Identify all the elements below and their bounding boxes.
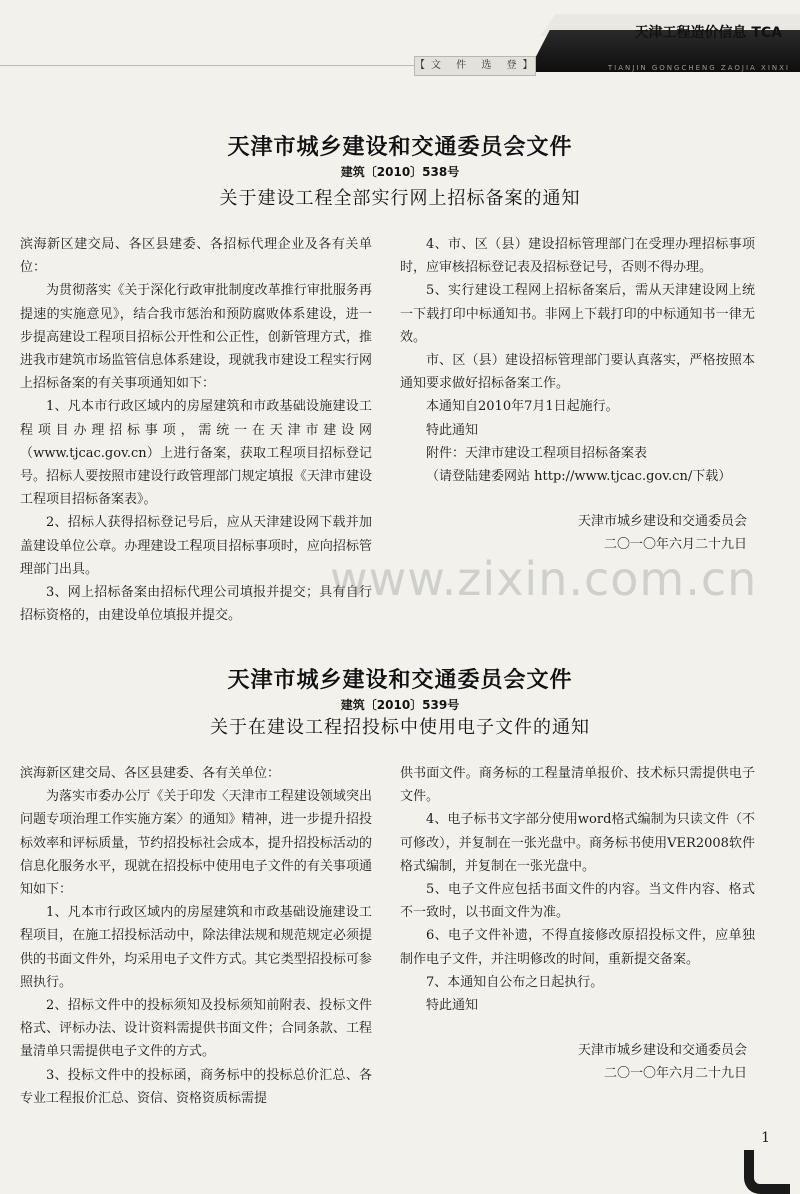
doc1-subtitle: 关于建设工程全部实行网上招标备案的通知 — [219, 188, 581, 209]
doc1-paragraph: 2、招标人获得招标登记号后，应从天津建设网下载并加盖建设单位公章。办理建设工程项目招标事项时，应向招标管理部门出具。 — [20, 515, 372, 577]
header-brand: 天津工程造价信息 TCA — [634, 25, 782, 41]
doc1-download-note: （请登陆建委网站 http://www.tjcac.gov.cn/下载） — [426, 469, 732, 485]
doc2-addressee: 滨海新区建交局、各区县建委、各有关单位： — [20, 766, 281, 781]
doc2-signature: 天津市城乡建设和交通委员会 — [577, 1043, 747, 1059]
doc1-paragraph: 市、区（县）建设招标管理部门要认真落实，严格按照本通知要求做好招标备案工作。 — [400, 353, 755, 392]
doc1-paragraph: 1、凡本市行政区域内的房屋建筑和市政基础设施建设工程项目办理招标事项，需统一在天津市建设网（www.tjcac.gov.cn）上进行备案，获取工程项目招标登记号。招标人要按照市建设行政管理部门规定填报《天津市建设工程项目招标备案表》。 — [20, 399, 372, 508]
doc1-addressee: 滨海新区建交局、各区县建委、各招标代理企业及各有关单位： — [20, 237, 372, 276]
doc2-title: 天津市城乡建设和交通委员会文件 — [227, 667, 573, 693]
doc2-paragraph: 特此通知 — [426, 998, 479, 1014]
doc2-paragraph: 为落实市委办公厅《关于印发〈天津市工程建设领域突出问题专项治理工作实施方案〉的通知》精神，进一步提升招投标效率和评标质量，节约招投标社会成本，提升招投标活动的信息化服务水平，现就在招投标中使用电子文件的有关事项通知如下： — [20, 789, 372, 898]
corner-decoration — [744, 1150, 790, 1194]
doc2-right-column — [400, 762, 755, 1086]
doc2-left-column — [20, 762, 372, 1110]
doc1-paragraph: 本通知自2010年7月1日起施行。 — [426, 399, 619, 415]
doc2-paragraph: 1、凡本市行政区域内的房屋建筑和市政基础设施建设工程项目，在施工招投标活动中，除法律法规和规范规定必须提供的书面文件外，均采用电子文件方式。其它类型招投标可参照执行。 — [20, 905, 372, 990]
doc2-subtitle: 关于在建设工程招投标中使用电子文件的通知 — [210, 717, 590, 738]
doc2-date: 二〇一〇年六月二十九日 — [603, 1066, 747, 1082]
doc2-paragraph: 供书面文件。商务标的工程量清单报价、技术标只需提供电子文件。 — [400, 766, 755, 805]
doc2-paragraph: 7、本通知自公布之日起执行。 — [426, 974, 604, 990]
doc1-paragraph: 4、市、区（县）建设招标管理部门在受理办理招标事项时，应审核招标登记表及招标登记号，否则不得办理。 — [400, 237, 755, 276]
watermark: www.zixin.com.cn — [330, 552, 758, 606]
doc2-number: 建筑〔2010〕539号 — [340, 698, 460, 712]
doc1-signature: 天津市城乡建设和交通委员会 — [577, 514, 747, 530]
doc1-date: 二〇一〇年六月二十九日 — [603, 537, 747, 553]
doc1-attachment: 附件：天津市建设工程项目招标备案表 — [426, 445, 648, 461]
doc1-number: 建筑〔2010〕538号 — [340, 165, 460, 179]
doc1-paragraph: 为贯彻落实《关于深化行政审批制度改革推行审批服务再提速的实施意见》，结合我市惩治和预防腐败体系建设，进一步提高建设工程项目招标公开性和公正性，创新管理方式，推进我市建筑市场监管信息体系建设，现就我市建设工程实行网上招标备案的有关事项通知如下： — [20, 283, 372, 392]
doc1-right-column — [400, 233, 755, 557]
doc2-paragraph: 4、电子标书文字部分使用word格式编制为只读文件（不可修改），并复制在一张光盘中。商务标书使用VER2008软件格式编制，并复制在一张光盘中。 — [400, 812, 755, 874]
doc2-paragraph: 3、投标文件中的投标函，商务标中的投标总价汇总、各专业工程报价汇总、资信、资格资质标需提 — [20, 1067, 372, 1106]
doc2-paragraph: 2、招标文件中的投标须知及投标须知前附表、投标文件格式、评标办法、设计资料需提供书面文件；合同条款、工程量清单只需提供电子文件的方式。 — [20, 998, 372, 1060]
doc1-paragraph: 特此通知 — [426, 422, 479, 438]
page-number: 1 — [761, 1130, 770, 1146]
doc1-paragraph: 5、实行建设工程网上招标备案后，需从天津建设网上统一下载打印中标通知书。非网上下载打印的中标通知书一律无效。 — [400, 283, 755, 345]
doc1-title: 天津市城乡建设和交通委员会文件 — [227, 134, 573, 160]
doc1-left-column — [20, 233, 372, 627]
doc2-paragraph: 5、电子文件应包括书面文件的内容。当文件内容、格式不一致时，以书面文件为准。 — [400, 882, 755, 921]
section-label: 【文 件 选 登】 — [414, 56, 536, 76]
doc1-paragraph: 3、网上招标备案由招标代理公司填报并提交；具有自行招标资格的，由建设单位填报并提交。 — [20, 585, 372, 624]
doc2-paragraph: 6、电子文件补遗，不得直接修改原招投标文件，应单独制作电子文件，并注明修改的时间，重新提交备案。 — [400, 928, 755, 967]
header-pinyin: TIANJIN GONGCHENG ZAOJIA XINXI — [607, 64, 790, 72]
